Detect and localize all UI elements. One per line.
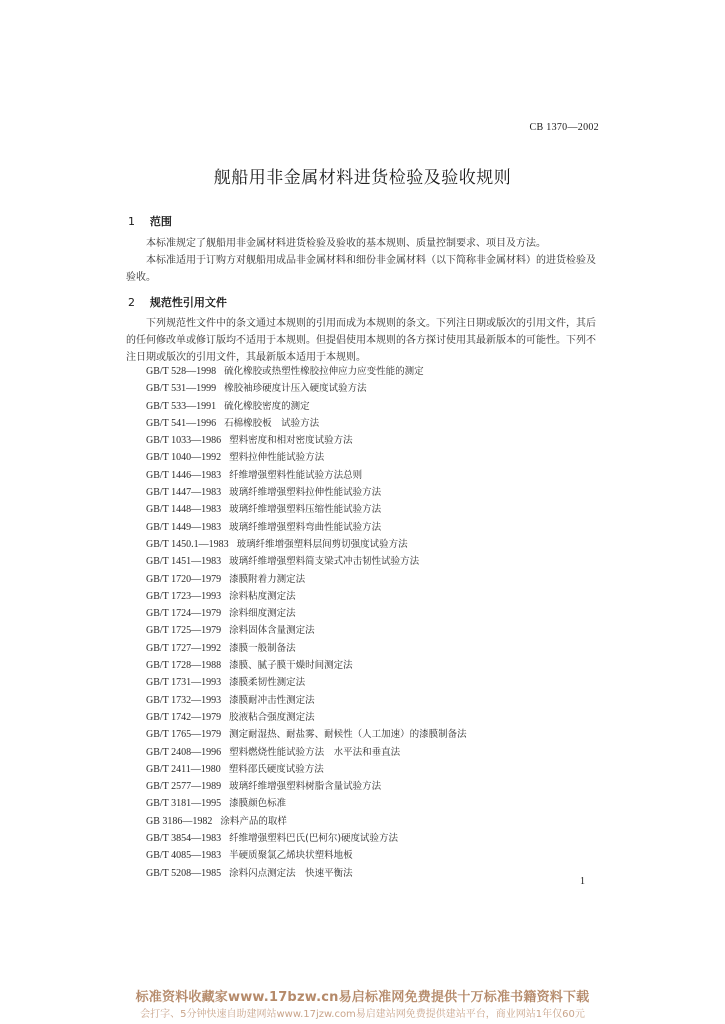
reference-title: 漆膜耐冲击性测定法 bbox=[229, 694, 315, 706]
reference-code: GB/T 2411—1980 bbox=[146, 763, 221, 775]
section-2-heading bbox=[128, 294, 227, 310]
reference-title: 漆膜颜色标准 bbox=[229, 798, 287, 810]
section-1-title: 范围 bbox=[149, 215, 172, 228]
reference-code: GB/T 1742—1979 bbox=[146, 711, 222, 723]
reference-item bbox=[146, 674, 606, 691]
reference-title: 胶液粘合强度测定法 bbox=[229, 711, 315, 723]
reference-title: 塑料密度和相对密度试验方法 bbox=[229, 435, 353, 447]
reference-title: 塑料邵氏硬度试验方法 bbox=[228, 763, 324, 775]
reference-code: GB/T 541—1996 bbox=[146, 417, 217, 429]
reference-title: 涂料固体含量测定法 bbox=[229, 625, 315, 637]
reference-code: GB/T 1446—1983 bbox=[146, 469, 222, 481]
reference-title: 涂料粘度测定法 bbox=[229, 590, 296, 602]
reference-title: 漆膜附着力测定法 bbox=[229, 573, 306, 585]
reference-item bbox=[146, 761, 606, 778]
reference-item bbox=[146, 363, 606, 380]
normative-reference-list bbox=[146, 363, 606, 882]
reference-code: GB/T 2408—1996 bbox=[146, 746, 222, 758]
reference-code: GB/T 3854—1983 bbox=[146, 833, 222, 845]
reference-item bbox=[146, 622, 606, 639]
reference-code: GB/T 2577—1989 bbox=[146, 781, 222, 793]
reference-title: 涂料细度测定法 bbox=[229, 608, 296, 620]
reference-item bbox=[146, 830, 606, 847]
reference-code: GB/T 1723—1993 bbox=[146, 590, 222, 602]
reference-title: 测定耐湿热、耐盐雾、耐候性（人工加速）的漆膜制备法 bbox=[229, 729, 467, 741]
reference-title: 玻璃纤维增强塑料树脂含量试验方法 bbox=[229, 781, 382, 793]
reference-code: GB/T 1724—1979 bbox=[146, 608, 222, 620]
reference-code: GB/T 5208—1985 bbox=[146, 867, 222, 879]
reference-title: 涂料产品的取样 bbox=[220, 815, 287, 827]
watermark-line-2: 会打字、5分钟快速自助建网站www.17jzw.com易启建站网免费提供建站平台，商业网站1年仅60元 bbox=[140, 1009, 585, 1020]
section-2-paragraph: 下列规范性文件中的条文通过本规则的引用而成为本规则的条文。下列注日期或版次的引用文件，其后的任何修改单或修订版均不适用于本规则。但提倡使用本规则的各方探讨使用其最新版本的可能性。下列不注日期或版次的引用文件，其最新版本适用于本规则。 bbox=[126, 318, 596, 363]
reference-item bbox=[146, 449, 606, 466]
reference-item bbox=[146, 605, 606, 622]
section-2-number: 2 bbox=[128, 296, 135, 309]
reference-code: GB/T 4085—1983 bbox=[146, 850, 222, 862]
watermark-line-1: 标准资料收藏家www.17bzw.cn易启标准网免费提供十万标准书籍资料下载 bbox=[135, 990, 590, 1005]
reference-code: GB/T 1727—1992 bbox=[146, 642, 222, 654]
reference-item bbox=[146, 467, 606, 484]
reference-item bbox=[146, 657, 606, 674]
reference-title: 塑料拉伸性能试验方法 bbox=[229, 452, 325, 464]
reference-code: GB/T 1728—1988 bbox=[146, 660, 222, 672]
reference-item bbox=[146, 501, 606, 518]
reference-title: 纤维增强塑料巴氏(巴柯尔)硬度试验方法 bbox=[229, 833, 399, 845]
reference-code: GB 3186—1982 bbox=[146, 815, 213, 827]
reference-code: GB/T 1450.1—1983 bbox=[146, 538, 229, 550]
reference-item bbox=[146, 553, 606, 570]
reference-code: GB/T 1720—1979 bbox=[146, 573, 222, 585]
section-1-paragraph-2: 本标准适用于订购方对舰船用成品非金属材料和细份非金属材料（以下简称非金属材料）的进货检验及验收。 bbox=[126, 255, 596, 283]
reference-title: 石棉橡胶板 试验方法 bbox=[224, 417, 320, 429]
section-2-title: 规范性引用文件 bbox=[149, 296, 227, 309]
document-title: 舰船用非金属材料进货检验及验收规则 bbox=[213, 168, 512, 188]
reference-title: 玻璃纤维增强塑料简支梁式冲击韧性试验方法 bbox=[229, 556, 420, 568]
reference-item bbox=[146, 813, 606, 830]
reference-code: GB/T 1732—1993 bbox=[146, 694, 222, 706]
reference-title: 硫化橡胶密度的测定 bbox=[224, 400, 310, 412]
reference-item bbox=[146, 692, 606, 709]
reference-code: GB/T 3181—1995 bbox=[146, 798, 222, 810]
reference-title: 玻璃纤维增强塑料层间剪切强度试验方法 bbox=[236, 538, 408, 550]
section-1-number: 1 bbox=[128, 215, 135, 228]
reference-item bbox=[146, 795, 606, 812]
reference-code: GB/T 1765—1979 bbox=[146, 729, 222, 741]
reference-item bbox=[146, 432, 606, 449]
reference-item bbox=[146, 536, 606, 553]
reference-item bbox=[146, 380, 606, 397]
reference-item bbox=[146, 778, 606, 795]
reference-item bbox=[146, 398, 606, 415]
reference-title: 玻璃纤维增强塑料弯曲性能试验方法 bbox=[229, 521, 382, 533]
reference-code: GB/T 1033—1986 bbox=[146, 435, 222, 447]
reference-title: 玻璃纤维增强塑料压缩性能试验方法 bbox=[229, 504, 382, 516]
reference-item bbox=[146, 484, 606, 501]
reference-code: GB/T 1448—1983 bbox=[146, 504, 222, 516]
reference-title: 纤维增强塑料性能试验方法总则 bbox=[229, 469, 363, 481]
reference-code: GB/T 1451—1983 bbox=[146, 556, 222, 568]
reference-title: 涂料闪点测定法 快速平衡法 bbox=[229, 867, 353, 879]
reference-title: 玻璃纤维增强塑料拉伸性能试验方法 bbox=[229, 487, 382, 499]
reference-title: 橡胶袖珍硬度计压入硬度试验方法 bbox=[224, 383, 367, 395]
reference-title: 硫化橡胶或热塑性橡胶拉伸应力应变性能的测定 bbox=[224, 366, 424, 377]
reference-code: GB/T 533—1991 bbox=[146, 400, 217, 412]
standard-code: CB 1370—2002 bbox=[529, 122, 599, 133]
reference-code: GB/T 1731—1993 bbox=[146, 677, 222, 689]
reference-code: GB/T 1040—1992 bbox=[146, 452, 222, 464]
reference-code: GB/T 528—1998 bbox=[146, 366, 217, 377]
reference-title: 半硬质聚氯乙烯块状塑料地板 bbox=[229, 850, 353, 862]
reference-item bbox=[146, 519, 606, 536]
reference-item bbox=[146, 709, 606, 726]
reference-item bbox=[146, 847, 606, 864]
reference-title: 漆膜一般制备法 bbox=[229, 642, 296, 654]
reference-item bbox=[146, 571, 606, 588]
reference-item bbox=[146, 640, 606, 657]
page-number: 1 bbox=[580, 876, 585, 887]
reference-item bbox=[146, 726, 606, 743]
section-1-heading bbox=[128, 213, 172, 229]
reference-item bbox=[146, 744, 606, 761]
reference-item bbox=[146, 415, 606, 432]
reference-code: GB/T 531—1999 bbox=[146, 383, 217, 395]
reference-title: 漆膜、腻子膜干燥时间测定法 bbox=[229, 660, 353, 672]
section-1-paragraph-1: 本标准规定了舰船用非金属材料进货检验及验收的基本规则、质量控制要求、项目及方法。 bbox=[146, 238, 546, 249]
reference-code: GB/T 1449—1983 bbox=[146, 521, 222, 533]
reference-item bbox=[146, 865, 606, 882]
reference-code: GB/T 1725—1979 bbox=[146, 625, 222, 637]
reference-code: GB/T 1447—1983 bbox=[146, 487, 222, 499]
reference-title: 漆膜柔韧性测定法 bbox=[229, 677, 306, 689]
reference-item bbox=[146, 588, 606, 605]
reference-title: 塑料燃烧性能试验方法 水平法和垂直法 bbox=[229, 746, 401, 758]
